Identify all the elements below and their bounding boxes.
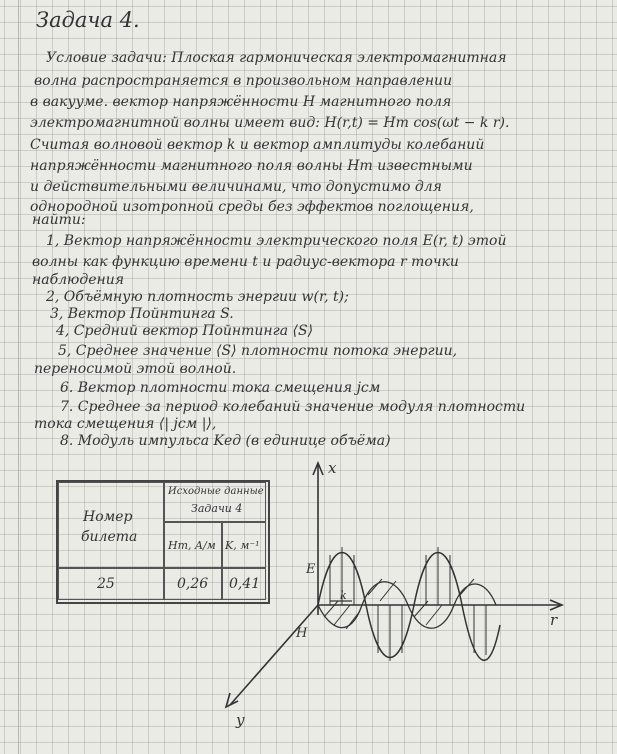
wave-diagram <box>200 455 600 745</box>
text-line: переносимой этой волной. <box>34 361 237 377</box>
axis-y-label: y <box>236 711 245 729</box>
page-margin-line <box>18 0 19 754</box>
vector-e-label: E <box>306 562 316 577</box>
text-line: в вакууме. вектор напряжённости H магнитного поля <box>30 94 452 110</box>
text-line: наблюдения <box>32 272 125 288</box>
text-line: волна распространяется в произвольном направлении <box>34 73 453 89</box>
text-line: электромагнитной волны имеет вид: H(r,t) = Hm cos(ωt − k r). <box>30 115 510 131</box>
text-line: 4, Средний вектор Пойнтинга ⟨S⟩ <box>56 323 314 339</box>
text-line: 3, Вектор Пойнтинга S. <box>50 306 234 322</box>
text-line: 1, Вектор напряжённости электрического поля E(r, t) этой <box>46 233 507 249</box>
text-line: 2, Объёмную плотность энергии w(r, t); <box>46 289 349 305</box>
text-line: 5, Среднее значение ⟨S⟩ плотности потока энергии, <box>58 343 458 359</box>
table-col-hm: Hm, A/м <box>164 522 222 568</box>
table-header-data: Исходные данные Задачи 4 <box>164 482 266 522</box>
text-line: Условие задачи: Плоская гармоническая электромагнитная <box>46 50 507 66</box>
vector-h-label: H <box>296 626 308 641</box>
table-col-k: K, м⁻¹ <box>222 522 266 568</box>
y-axis-arrow <box>226 693 238 707</box>
text-line: однородной изотропной среды без эффектов поглощения, <box>30 199 474 215</box>
text-line: 7. Среднее за период колебаний значение модуля плотности <box>60 399 526 415</box>
vector-k-label: k <box>340 589 347 602</box>
table-cell-ticket: 25 <box>58 568 164 600</box>
text-line: тока смещения ⟨| jсм |⟩, <box>34 416 217 432</box>
table-header-ticket: Номер билета <box>58 482 164 568</box>
table-cell-k: 0,41 <box>222 568 266 600</box>
task-title: Задача 4. <box>36 8 140 32</box>
axis-x-label: x <box>328 459 337 477</box>
text-line: найти: <box>32 212 86 228</box>
y-axis <box>230 605 318 705</box>
text-line: и действительными величинами, что допустимо для <box>30 179 442 195</box>
table-cell-hm: 0,26 <box>164 568 222 600</box>
text-line: 6. Вектор плотности тока смещения jсм <box>60 380 381 396</box>
text-line: волны как функцию времени t и радиус-вектора r точки <box>32 254 459 270</box>
text-line: Считая волновой вектор k и вектор амплитуды колебаний <box>30 137 485 153</box>
text-line: напряжённости магнитного поля волны Hm известными <box>30 158 473 174</box>
text-line: 8. Модуль импульса Kед (в единице объёма) <box>60 433 391 449</box>
axis-r-label: r <box>550 611 558 629</box>
